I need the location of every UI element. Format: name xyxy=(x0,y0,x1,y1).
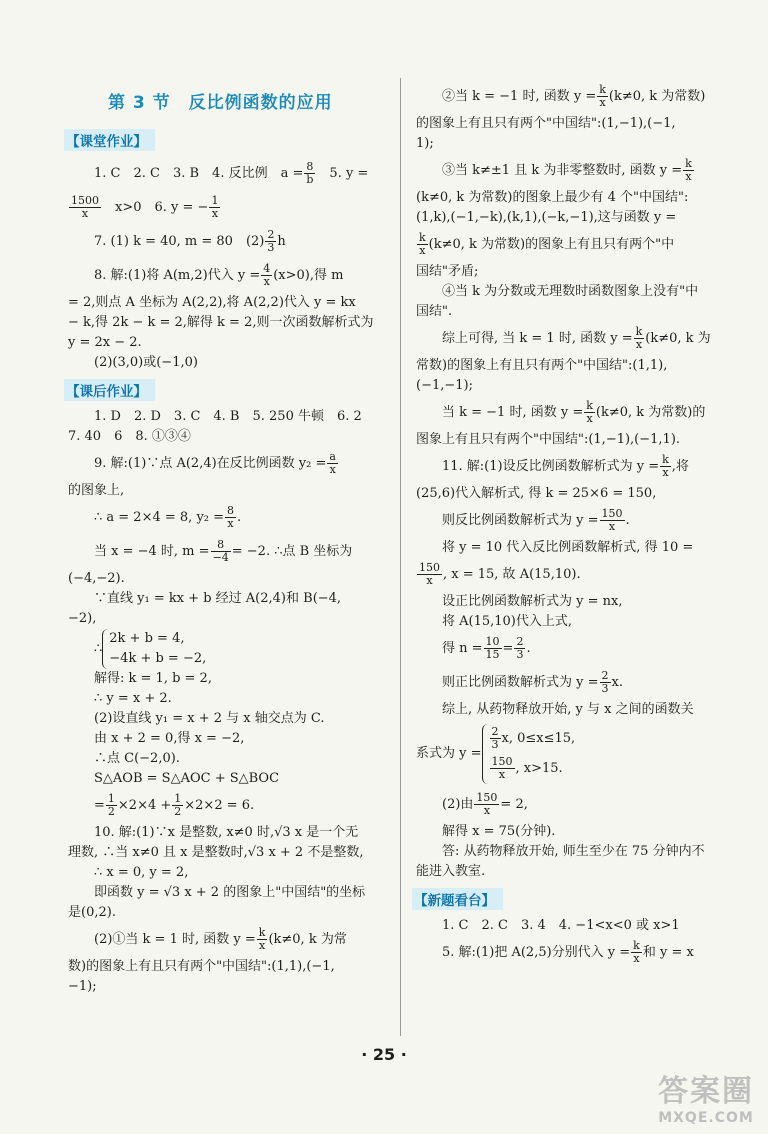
answer-line: (2)设直线 y₁ = x + 2 与 x 轴交点为 C. xyxy=(94,711,325,726)
answer-line: 解得: k = 1, b = 2, xyxy=(94,671,212,686)
answer-line: 1. C 2. C 3. 4 4. −1<x<0 或 x>1 xyxy=(442,918,680,933)
answer-line: 当 x = −4 时, m = $\frac{8}{-4}$ = −2. ∴点 B 坐标为 xyxy=(94,538,353,564)
answer-line: 8. 解:(1)将 A(m,2)代入 y = $\frac{4}{x}$ (x>0),得 m xyxy=(94,262,344,288)
fraction: $\frac{k}{x}$ xyxy=(586,399,593,425)
answer-line: 的图象上有且只有两个"中国结":(1,−1),(−1, xyxy=(416,116,676,131)
answer-line: = 2,则点 A 坐标为 A(2,2),将 A(2,2)代入 y = kx xyxy=(68,295,356,310)
answer-line: 得 n = $\frac{10}{15}$ = $\frac{2}{3}$ . xyxy=(442,635,531,661)
answer-line: (2)(3,0)或(−1,0) xyxy=(94,355,198,370)
fraction: $\frac{2}{3}$ xyxy=(516,635,524,661)
brace: 2k + b = 4, −4k + b = −2, xyxy=(102,629,206,669)
fraction: $\frac{k}{x}$ xyxy=(633,939,640,965)
answer-line: 1. D 2. D 3. C 4. B 5. 250 牛顿 6. 2 xyxy=(94,409,362,424)
fraction: $\frac{150}{x}$ xyxy=(491,755,513,781)
answer-line: 9. 解:(1)∵点 A(2,4)在反比例函数 y₂ = $\frac{a}{x}$ xyxy=(94,450,336,476)
answer-line: ∴ y = x + 2. xyxy=(94,691,172,706)
answer-line: 常数)的图象上有且只有两个"中国结":(1,1), xyxy=(416,358,668,373)
answer-line: 设正比例函数解析式为 y = nx, xyxy=(442,594,623,609)
watermark-url: MXQE.COM xyxy=(658,1110,754,1126)
answer-line: 能进入教室. xyxy=(416,864,486,879)
answer-line: (2)由 $\frac{150}{x}$ = 2, xyxy=(442,791,528,817)
fraction: $\frac{1}{x}$ xyxy=(211,194,219,220)
answer-line: 理数, ∴当 x≠0 且 x 是整数时,√3 x + 2 不是整数, xyxy=(68,845,364,860)
piecewise-function: 系式为 y = $\frac{2}{3}$ x, 0≤x≤15, $\frac{150}{x}$ , x>15. xyxy=(416,724,728,784)
answer-line: 11. 解:(1)设反比例函数解析式为 y = $\frac{k}{x}$ ,将 xyxy=(442,453,689,479)
section-label-classwork: 【课堂作业】 xyxy=(64,129,155,151)
fraction: $\frac{k}{x}$ xyxy=(599,83,606,109)
answer-line: 10. 解:(1)∵x 是整数, x≠0 时,√3 x 是一个无 xyxy=(94,825,359,840)
answer-line: (−4,−2). xyxy=(68,571,125,586)
answer-line: 答: 从药物释放开始, 师生至少在 75 分钟内不 xyxy=(442,844,705,859)
answer-line: ②当 k = −1 时, 函数 y = $\frac{k}{x}$ (k≠0, k 为常数) xyxy=(442,83,706,109)
answer-line: S△AOB = S△AOC + S△BOC xyxy=(94,771,280,786)
section-label-homework: 【课后作业】 xyxy=(64,379,155,401)
answer-line: ∴ x = 0, y = 2, xyxy=(94,865,189,880)
answer-line: 当 k = −1 时, 函数 y = $\frac{k}{x}$ (k≠0, k 为常数)的 xyxy=(442,399,706,425)
answer-line: $\frac{150}{x}$ , x = 15, 故 A(15,10). xyxy=(419,561,581,587)
answer-line: (1,k),(−1,−k),(k,1),(−k,−1),这与函数 y = xyxy=(416,210,677,225)
fraction: $\frac{150}{x}$ xyxy=(419,561,440,587)
answer-line: ∴点 C(−2,0). xyxy=(94,751,180,766)
answer-line: ③当 k≠±1 且 k 为非零整数时, 函数 y = $\frac{k}{x}$ xyxy=(442,157,692,183)
page-number: · 25 · xyxy=(361,1045,407,1064)
watermark-text: 答案圈 xyxy=(658,1074,754,1109)
fraction: $\frac{k}{x}$ xyxy=(258,926,266,952)
answer-line: = $\frac{1}{2}$ ×2×4 + $\frac{1}{2}$ ×2×2 = 6. xyxy=(94,792,255,818)
fraction: $\frac{8}{x}$ xyxy=(227,504,235,530)
fraction: $\frac{1500}{x}$ xyxy=(71,194,99,220)
answer-line: $\frac{1500}{x}$ x>0 6. y = − $\frac{1}{x}$ xyxy=(71,194,219,220)
answer-line: 综上可得, 当 k = 1 时, 函数 y = $\frac{k}{x}$ (k≠0, k 为 xyxy=(442,325,711,351)
answer-line: 国结". xyxy=(416,304,453,319)
answer-line: ∵直线 y₁ = kx + b 经过 A(2,4)和 B(−4, xyxy=(94,591,342,606)
column-divider xyxy=(400,78,401,1036)
fraction: $\frac{2}{3}$ xyxy=(601,669,609,695)
answer-line: ④当 k 为分数或无理数时函数图象上没有"中 xyxy=(442,284,699,299)
answer-line: (k≠0, k 为常数)的图象上最少有 4 个"中国结": xyxy=(416,190,689,205)
fraction: $\frac{150}{x}$ xyxy=(601,507,623,533)
fraction: $\frac{2}{3}$ xyxy=(491,725,499,751)
brace: $\frac{2}{3}$ x, 0≤x≤15, $\frac{150}{x}$ , x>15. xyxy=(482,724,576,784)
section-label-new-questions: 【新题看台】 xyxy=(412,888,503,910)
answer-line: (2)①当 k = 1 时, 函数 y = $\frac{k}{x}$ (k≠0, k 为常 xyxy=(94,926,347,952)
answer-line: 图象上有且只有两个"中国结":(1,−1),(−1,1). xyxy=(416,432,681,447)
answer-line: 解得 x = 75(分钟). xyxy=(442,824,556,839)
answer-line: 由 x + 2 = 0,得 x = −2, xyxy=(94,731,245,746)
answer-line: 是(0,2). xyxy=(68,905,116,920)
fraction: $\frac{k}{x}$ xyxy=(685,157,692,183)
answer-line: ∴ a = 2×4 = 8, y₂ = $\frac{8}{x}$ . xyxy=(94,504,242,530)
answer-line: 即函数 y = √3 x + 2 的图象上"中国结"的坐标 xyxy=(94,885,366,900)
answer-line: 则反比例函数解析式为 y = $\frac{150}{x}$ . xyxy=(442,507,630,533)
answer-line: (25,6)代入解析式, 得 k = 25×6 = 150, xyxy=(416,486,657,501)
answer-line: $\frac{k}{x}$ (k≠0, k 为常数)的图象上有且只有两个"中 xyxy=(419,231,675,257)
right-column xyxy=(416,80,728,970)
fraction: $\frac{a}{x}$ xyxy=(329,450,336,476)
answer-line: 1. C 2. C 3. B 4. 反比例 a = $\frac{8}{b}$ 5. y = xyxy=(94,160,369,186)
answer-line: 7. 40 6 8. ①③④ xyxy=(68,429,191,444)
fraction: $\frac{8}{-4}$ xyxy=(212,538,229,564)
section-title: 第 3 节 反比例函数的应用 xyxy=(108,93,333,113)
fraction: $\frac{k}{x}$ xyxy=(635,325,643,351)
watermark-logo xyxy=(658,1066,754,1126)
answer-line: 7. (1) k = 40, m = 80 (2) $\frac{2}{3}$ h xyxy=(94,228,286,254)
equation-system: ∴ 2k + b = 4, −4k + b = −2, xyxy=(68,629,390,669)
fraction: $\frac{4}{x}$ xyxy=(263,262,271,288)
answer-line: 国结"矛盾; xyxy=(416,264,479,279)
fraction: $\frac{2}{3}$ xyxy=(267,228,275,254)
answer-line: −1); xyxy=(68,979,97,994)
fraction: $\frac{1}{2}$ xyxy=(174,792,182,818)
answer-line: − k,得 2k − k = 2,解得 k = 2,则一次函数解析式为 xyxy=(68,315,374,330)
answer-line: 综上, 从药物释放开始, y 与 x 之间的函数关 xyxy=(442,702,694,717)
answer-line: 将 y = 10 代入反比例函数解析式, 得 10 = xyxy=(442,540,694,555)
answer-line: y = 2x − 2. xyxy=(68,335,142,350)
fraction: $\frac{k}{x}$ xyxy=(419,231,426,257)
answer-line: 则正比例函数解析式为 y = $\frac{2}{3}$ x. xyxy=(442,669,623,695)
answer-line: −2), xyxy=(68,611,97,626)
answer-line: 的图象上, xyxy=(68,483,125,498)
answer-line: 数)的图象上有且只有两个"中国结":(1,1),(−1, xyxy=(68,959,335,974)
answer-line: 1); xyxy=(416,136,434,151)
fraction: $\frac{10}{15}$ xyxy=(485,635,500,661)
left-column xyxy=(68,80,390,997)
fraction: $\frac{8}{b}$ xyxy=(306,160,314,186)
answer-line: 5. 解:(1)把 A(2,5)分别代入 y = $\frac{k}{x}$ 和 y = x xyxy=(442,939,694,965)
answer-line: 将 A(15,10)代入上式, xyxy=(442,614,573,629)
fraction: $\frac{k}{x}$ xyxy=(662,453,669,479)
fraction: $\frac{150}{x}$ xyxy=(476,791,498,817)
fraction: $\frac{1}{2}$ xyxy=(107,792,115,818)
answer-line: (−1,−1); xyxy=(416,378,473,393)
